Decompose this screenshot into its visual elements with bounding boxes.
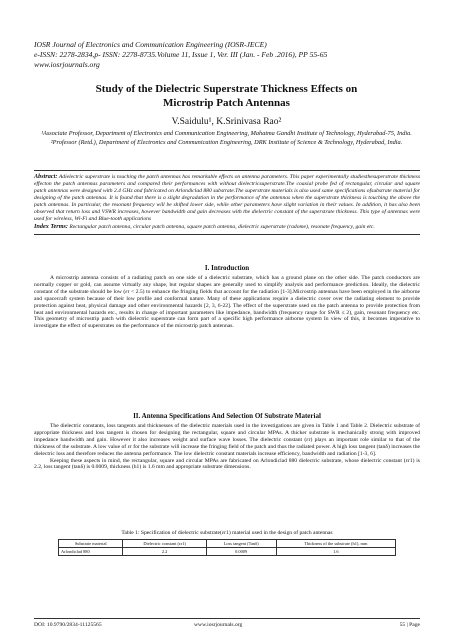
footer-website[interactable]: www.iosrjournals.org bbox=[194, 622, 243, 628]
table-cell: 0.0009 bbox=[206, 548, 276, 556]
keywords-text: Rectangular patch antenna, circular patch antenna, square patch antenna, dielectric superstrate (radome), resonate frequency, gain etc. bbox=[67, 224, 375, 231]
abstract-block bbox=[34, 170, 420, 235]
table-cell: 2.2 bbox=[123, 548, 206, 556]
journal-issn: e-ISSN: 2278-2834,p- ISSN: 2278-8735.Volume 11, Issue 1, Ver. III (Jan. - Feb .2016), PP 55-65 bbox=[34, 50, 328, 59]
section2-paragraph-1: The dielectric constants, loss tangents and thicknesses of the dielectric materials used in the investigations are given in Table 1 and Table 2. Dielectric substrate of appropriate thickness and loss tangent is chosen for designing the rectangular, square and circular MPAs. A thicker substrate is mechanically strong with improved impedance bandwidth and gain. However it also increases weight and surface wave losses. The dielectric constant (εr) plays an important role similar to that of the thickness of the substrate. A low value of εr for the substrate will increase the fringing field of the patch and thus the radiated power. A high loss tangent (tanδ) increases the dielectric loss and therefore reduces the antenna performance. The low dielectric constant materials increase efficiency, bandwidth and radiation [1-3, 6]. bbox=[34, 423, 420, 457]
abstract bbox=[34, 173, 420, 223]
section-heading-introduction: I. Introduction bbox=[204, 264, 250, 272]
footer-page-number: 55 | Page bbox=[399, 622, 420, 628]
table-cell: 1.6 bbox=[276, 548, 395, 556]
table-header-cell: Substrate material bbox=[59, 540, 123, 548]
introduction-paragraph: A microstrip antenna consists of a radiating patch on one side of a dielectric substrate, which has a ground plane on the other side. The patch conductors are normally copper or gold, can assume virtually any shape, but regular shapes are generally used to simplify analysis and performance prediction. Ideally, the dielectric constant of the substrate should be low (εr < 2.5) to enhance the fringing fields that account for the radiation [1-3].Microstrip antennas have been employed in the airborne and spacecraft system because of their low profile and conformal nature. Many of these applications require a dielectric cover over the radiating element to provide protection against heat, physical damage and other environmental hazards [2, 3, 6-22]. The effect of the superstrate used on the patch antenna to provide protection from heat and environmental hazards etc., results in change of important parameters like impedance, bandwidth (frequency range for SWR ≤ 2), gain, resonant frequency etc. This geometry of microstrip patch with dielectric superstrate can form part of a specific high performance airborne system In view of this, it becomes imperative to investigate the effect of superstrates on the performance of the microstrip patch antennas. bbox=[34, 275, 420, 330]
section2-body bbox=[34, 423, 420, 471]
table1 bbox=[58, 539, 396, 556]
section-heading-antenna-specifications: II. Antenna Specifications And Selection Of Substrate Material bbox=[133, 412, 321, 420]
affiliation-1: ¹Associate Professor, Department of Electronics and Communication Engineering, Mahatma Gandhi Institute of Technology, Hyderabad-75, India. bbox=[41, 130, 412, 137]
page-footer bbox=[34, 618, 420, 628]
table1-caption: Table 1: Specification of dielectric substrate(εr1) material used in the design of patch antennas bbox=[121, 530, 333, 536]
authors: V.Saidulu¹, K.Srinivasa Rao² bbox=[171, 117, 282, 127]
affiliation-2: ²Professor (Retd.), Department of Electronics and Communication Engineering, DRK Institute of Science & Technology, Hyderabad, India. bbox=[50, 138, 403, 146]
table-header-row bbox=[59, 540, 396, 548]
table-row bbox=[59, 548, 396, 556]
table-header-cell: Thickness of the substrate (h1), mm bbox=[276, 540, 395, 548]
affiliations bbox=[40, 130, 413, 147]
paper-title bbox=[30, 82, 423, 110]
paper-title-line1: Study of the Dielectric Superstrate Thickness Effects on bbox=[95, 83, 358, 95]
keywords-label: Index Terms: bbox=[34, 223, 68, 231]
journal-name: IOSR Journal of Electronics and Communication Engineering (IOSR-JECE) bbox=[34, 40, 267, 49]
section2-paragraph-2: Keeping these aspects in mind, the rectangular, square and circular MPAs are fabricated on Arlondiclad 880 dielectric substrate, whose dielectric constant (εr1) is 2.2, loss tangent (tanδ) is 0.0009, thickness (h1) is 1.6 mm and appropriate substrate dimensions. bbox=[34, 457, 420, 471]
table-header-cell: Loss tangent (Tanδ) bbox=[206, 540, 276, 548]
table-cell: Arlondiclad 880 bbox=[59, 548, 123, 556]
journal-header bbox=[34, 40, 424, 70]
introduction-body bbox=[34, 275, 420, 330]
paper-title-line2: Microstrip Patch Antennas bbox=[163, 97, 290, 109]
footer-doi: DOI: 10.9790/2834-11125565 bbox=[34, 622, 102, 628]
abstract-text: Adielectric superstrate is touching the patch antennas has remarkable effects on antenna parameters. This paper experimentally studiesthesuperstrate thickness effecton the patch antennas parameters and compared their performances with without dielectricsuperstrate.The coaxial probe fed of rectangular, circular and square patch antennas were designed with 2.4 GHz and fabricated on Arlondiclad 880 substrate.The superstrate materials is also used same specifications ofsubstrate material for designing of the patch antennas. It is found that there is a slight degradation in the performance of the antennas when the superstrate thickness is touching the above the patch antennas. In particular, the resonant frequency will be shifted lower side, while other parameters have slight variation in their values. In addition, it has also been observed that return loss and VSWR increases, however bandwidth and gain decreases with the dielectric constant of the superstrate thickness. This type of antennas were used for wireless, Wi-Fi and Blue-tooth applications bbox=[34, 174, 420, 223]
abstract-label: Abstract: bbox=[34, 173, 58, 180]
table-header-cell: Dielectric constant (εr1) bbox=[123, 540, 206, 548]
journal-website: www.iosrjournals.org bbox=[34, 60, 100, 69]
keywords bbox=[34, 223, 420, 231]
